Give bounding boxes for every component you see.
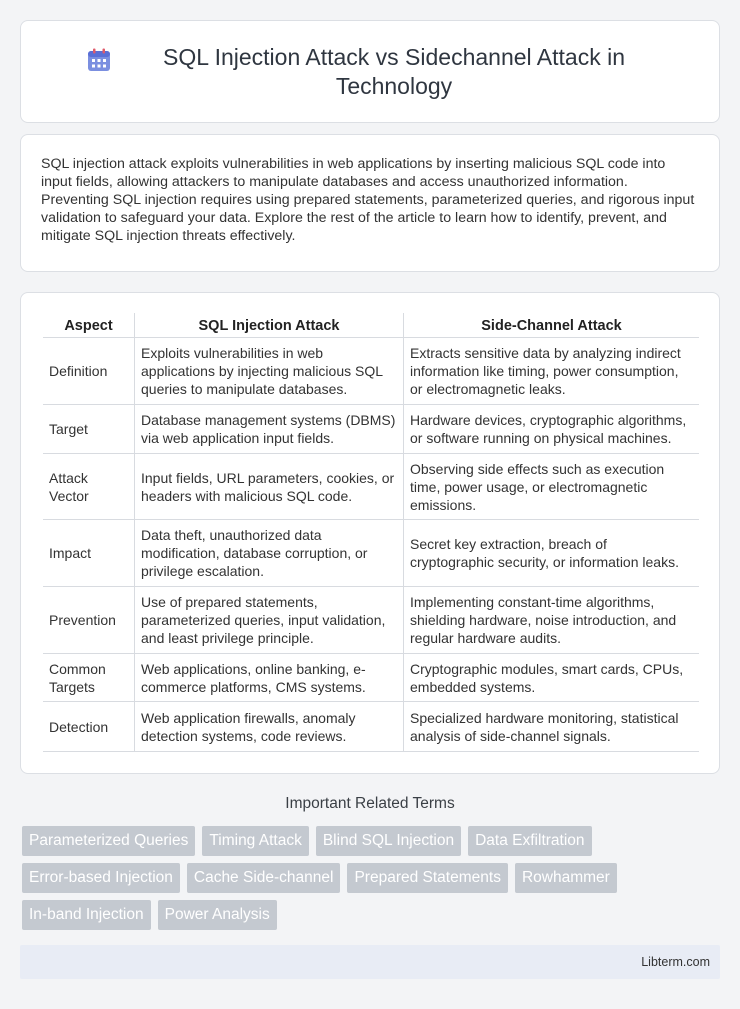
table-row [43, 654, 699, 702]
cell-side-channel: Secret key extraction, breach of cryptographic security, or information leaks. [403, 520, 699, 587]
related-terms-title: Important Related Terms [285, 795, 455, 812]
tag-parameterized-queries[interactable]: Parameterized Queries [22, 826, 195, 856]
cell-side-channel: Cryptographic modules, smart cards, CPUs, embedded systems. [403, 654, 699, 702]
intro-card [20, 134, 720, 272]
page-title: SQL Injection Attack vs Sidechannel Attack in Technology [163, 43, 625, 99]
table-row [43, 405, 699, 454]
header-card [20, 20, 720, 123]
tag-row [22, 826, 722, 856]
cell-side-channel: Implementing constant-time algorithms, shielding hardware, noise introduction, and regular hardware audits. [403, 587, 699, 654]
cell-sql-injection: Input fields, URL parameters, cookies, or headers with malicious SQL code. [134, 454, 403, 520]
cell-aspect: Detection [43, 702, 134, 752]
cell-aspect: Common Targets [43, 654, 134, 702]
tag-rowhammer[interactable]: Rowhammer [515, 863, 617, 893]
cell-aspect: Target [43, 405, 134, 454]
header-aspect: Aspect [43, 313, 134, 338]
table-row [43, 520, 699, 587]
table-row [43, 702, 699, 752]
cell-aspect: Impact [43, 520, 134, 587]
tag-cache-side-channel[interactable]: Cache Side-channel [187, 863, 341, 893]
cell-side-channel: Hardware devices, cryptographic algorithms, or software running on physical machines. [403, 405, 699, 454]
tag-power-analysis[interactable]: Power Analysis [158, 900, 277, 930]
cell-side-channel: Extracts sensitive data by analyzing indirect information like timing, power consumption, or electromagnetic leaks. [403, 338, 699, 405]
header-sql-injection: SQL Injection Attack [134, 313, 403, 338]
footer-brand[interactable]: Libterm.com [641, 955, 710, 969]
header-side-channel: Side-Channel Attack [403, 313, 699, 338]
tag-in-band-injection[interactable]: In-band Injection [22, 900, 151, 930]
tag-row [22, 900, 722, 930]
tag-timing-attack[interactable]: Timing Attack [202, 826, 308, 856]
tag-error-based-injection[interactable]: Error-based Injection [22, 863, 180, 893]
tag-prepared-statements[interactable]: Prepared Statements [347, 863, 507, 893]
calendar-icon [86, 47, 112, 73]
table-row [43, 338, 699, 405]
cell-sql-injection: Web applications, online banking, e-commerce platforms, CMS systems. [134, 654, 403, 702]
comparison-table [43, 313, 699, 752]
cell-sql-injection: Data theft, unauthorized data modification, database corruption, or privilege escalation. [134, 520, 403, 587]
footer [20, 945, 720, 979]
cell-aspect: Definition [43, 338, 134, 405]
tag-row [22, 863, 722, 893]
cell-aspect: Attack Vector [43, 454, 134, 520]
cell-sql-injection: Database management systems (DBMS) via web application input fields. [134, 405, 403, 454]
table-row [43, 454, 699, 520]
cell-aspect: Prevention [43, 587, 134, 654]
table-row [43, 587, 699, 654]
cell-sql-injection: Exploits vulnerabilities in web applications by injecting malicious SQL queries to manipulate databases. [134, 338, 403, 405]
cell-side-channel: Observing side effects such as execution time, power usage, or electromagnetic emissions. [403, 454, 699, 520]
comparison-table-card [20, 292, 720, 774]
cell-sql-injection: Web application firewalls, anomaly detection systems, code reviews. [134, 702, 403, 752]
intro-text: SQL injection attack exploits vulnerabilities in web applications by inserting malicious SQL code into input fields, allowing attackers to manipulate databases and access unauthorized information. Preventing SQL injection requires using prepared statements, parameterized queries, and rigorous input validation to safeguard your data. Explore the rest of the article to learn how to identify, prevent, and mitigate SQL injection threats effectively. [41, 156, 695, 244]
related-terms [22, 826, 722, 937]
cell-sql-injection: Use of prepared statements, parameterized queries, input validation, and least privilege principle. [134, 587, 403, 654]
tag-data-exfiltration[interactable]: Data Exfiltration [468, 826, 591, 856]
table-header-row [43, 313, 699, 338]
cell-side-channel: Specialized hardware monitoring, statistical analysis of side-channel signals. [403, 702, 699, 752]
tag-blind-sql-injection[interactable]: Blind SQL Injection [316, 826, 461, 856]
